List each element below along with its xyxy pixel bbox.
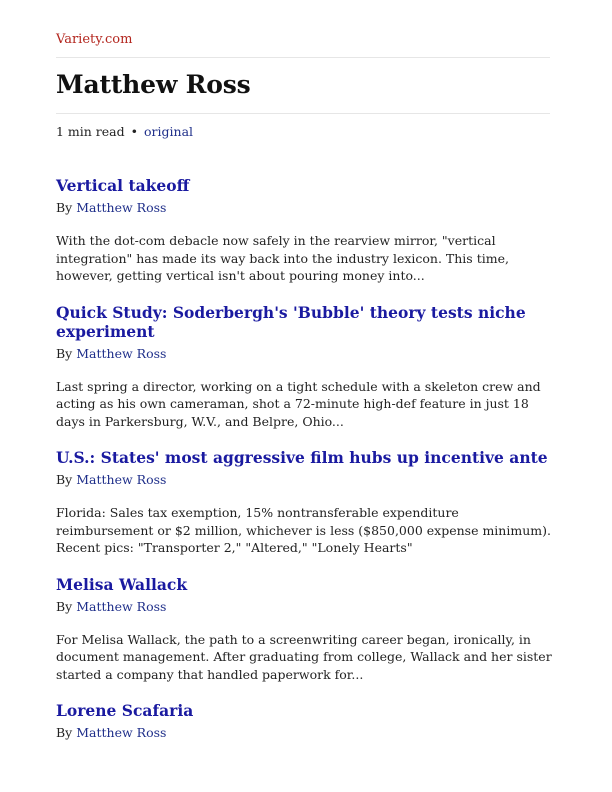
site-link[interactable]: Variety.com [56, 32, 133, 47]
author-link[interactable]: Matthew Ross [76, 345, 167, 361]
divider [56, 113, 550, 114]
article-headline[interactable]: Melisa Wallack [56, 574, 188, 594]
byline [56, 346, 556, 362]
byline [56, 599, 556, 615]
author-link[interactable]: Matthew Ross [76, 472, 167, 487]
author-link[interactable]: Matthew Ross [76, 200, 167, 215]
article-excerpt: With the dot-com debacle now safely in the rearview mirror, "vertical integration" has made its way back into the industry lexicon. This time, however, getting vertical isn't about pouring money into... [56, 233, 509, 283]
byline [56, 472, 556, 488]
article-excerpt: For Melisa Wallack, the path to a screenwriting career began, ironically, in document management. After graduating from college, Wallack and her sister started a company that handled paperwork for... [56, 631, 552, 682]
article-excerpt: Florida: Sales tax exemption, 15% nontransferable expenditure reimbursement or $2 million, whichever is less ($850,000 expense minimum). Recent pics: "Transporter 2," "Altered," "Lonely Hearts" [56, 505, 551, 555]
byline-prefix: By [56, 598, 73, 614]
article-headline[interactable]: Quick Study: Soderbergh's 'Bubble' theory tests niche experiment [56, 302, 526, 341]
read-time: 1 min read [56, 124, 125, 139]
original-link[interactable]: original [144, 124, 194, 139]
byline [56, 725, 556, 741]
article-item [56, 303, 556, 431]
article-headline[interactable]: Lorene Scafaria [56, 701, 194, 720]
byline-prefix: By [56, 725, 73, 740]
article-item [56, 448, 556, 557]
article-meta [56, 124, 193, 139]
article-headline[interactable]: Vertical takeoff [56, 176, 190, 195]
byline [56, 200, 556, 216]
article-item [56, 575, 556, 684]
byline-prefix: By [56, 472, 73, 487]
article-headline[interactable]: U.S.: States' most aggressive film hubs up incentive ante [56, 448, 548, 467]
separator-dot: • [130, 124, 139, 139]
article-excerpt: Last spring a director, working on a tight schedule with a skeleton crew and acting as his own cameraman, shot a 72-minute high-def feature in just 18 days in Parkersburg, W.V., and Belpre, Ohio... [56, 378, 541, 429]
author-link[interactable]: Matthew Ross [76, 598, 167, 614]
article-list [56, 176, 556, 759]
article-item [56, 176, 556, 285]
byline-prefix: By [56, 200, 73, 215]
page-title: Matthew Ross [56, 70, 251, 99]
author-link[interactable]: Matthew Ross [76, 725, 167, 740]
byline-prefix: By [56, 345, 73, 361]
divider [56, 57, 550, 58]
article-item [56, 701, 556, 741]
